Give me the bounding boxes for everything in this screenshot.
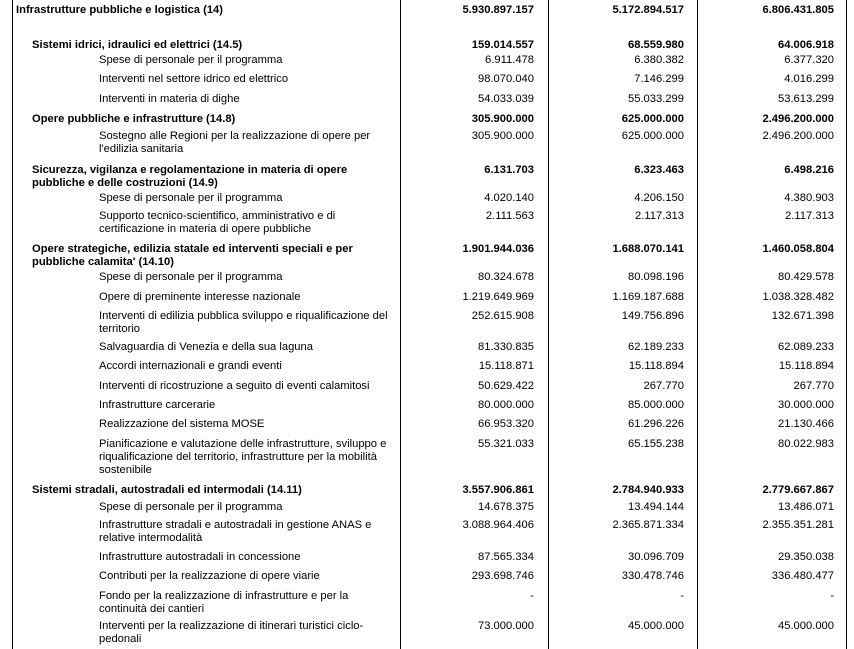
value-col-2: 65.155.238 (628, 438, 684, 450)
value-col-2: 330.478.746 (621, 570, 684, 582)
value-col-1: 305.900.000 (471, 113, 534, 125)
value-col-2: 85.000.000 (628, 399, 684, 411)
value-col-1: 305.900.000 (471, 130, 534, 142)
value-col-1: 1.901.944.036 (462, 243, 534, 255)
row-label: Interventi di ricostruzione a seguito di eventi calamitosi (99, 380, 370, 392)
row-label: Infrastrutture pubbliche e logistica (14) (16, 4, 224, 16)
value-col-2: 2.784.940.933 (612, 484, 684, 496)
value-col-2: 6.323.463 (634, 164, 684, 176)
value-col-3: 53.613.299 (778, 93, 834, 105)
row-label: Sostegno alle Regioni per la realizzazione di opere per l'edilizia sanitaria (99, 130, 371, 155)
value-col-3: 29.350.038 (778, 551, 834, 563)
value-col-3: 64.006.918 (778, 39, 834, 51)
value-col-3: 267.770 (793, 380, 834, 392)
value-col-3: 15.118.894 (778, 360, 834, 372)
value-col-2: 5.172.894.517 (612, 4, 684, 16)
value-col-2: 625.000.000 (621, 113, 684, 125)
value-col-3: 6.377.320 (784, 54, 834, 66)
row-label: Infrastrutture autostradali in concessione (99, 551, 301, 563)
value-col-1: 4.020.140 (484, 192, 534, 204)
value-col-3: 4.380.903 (784, 192, 834, 204)
value-col-3: 2.496.200.000 (762, 130, 834, 142)
value-col-1: 98.070.040 (478, 73, 534, 85)
value-col-3: 30.000.000 (778, 399, 834, 411)
column-divider (400, 0, 401, 649)
value-col-2: 68.559.980 (628, 39, 684, 51)
column-divider (697, 0, 698, 649)
value-col-1: 15.118.871 (478, 360, 534, 372)
value-col-3: 1.460.058.804 (762, 243, 834, 255)
value-col-1: 73.000.000 (478, 620, 534, 632)
row-label: Sicurezza, vigilanza e regolamentazione in materia di opere pubbliche e delle costruzioni (14.9) (32, 164, 348, 189)
value-col-3: 2.355.351.281 (762, 519, 834, 531)
value-col-3: 4.016.299 (784, 73, 834, 85)
row-label: Infrastrutture stradali e autostradali in gestione ANAS e relative intermodalità (99, 519, 372, 544)
value-col-2: 4.206.150 (634, 192, 684, 204)
value-col-2: 2.117.313 (635, 210, 684, 222)
value-col-2: 45.000.000 (628, 620, 684, 632)
row-label: Contributi per la realizzazione di opere viarie (99, 570, 320, 582)
value-col-1: 54.033.039 (478, 93, 534, 105)
value-col-1: 55.321.033 (478, 438, 534, 450)
value-col-1: 252.615.908 (471, 310, 534, 322)
column-divider (548, 0, 549, 649)
value-col-1: 87.565.334 (478, 551, 534, 563)
value-col-2: 6.380.382 (634, 54, 684, 66)
value-col-3: 2.117.313 (785, 210, 834, 222)
value-col-3: 336.480.477 (771, 570, 834, 582)
value-col-1: 6.131.703 (484, 164, 534, 176)
value-col-3: 21.130.466 (778, 418, 834, 430)
value-col-2: 1.688.070.141 (612, 243, 684, 255)
value-col-1: 66.953.320 (478, 418, 534, 430)
value-col-1: 50.629.422 (478, 380, 534, 392)
row-label: Spese di personale per il programma (99, 271, 283, 283)
row-label: Spese di personale per il programma (99, 501, 283, 513)
table-border-left (12, 0, 13, 649)
row-label: Salvaguardia di Venezia e della sua laguna (99, 341, 313, 353)
value-col-3: 45.000.000 (778, 620, 834, 632)
value-col-2: 62.189.233 (628, 341, 684, 353)
value-col-1: 1.219.649.969 (462, 291, 534, 303)
row-label: Interventi per la realizzazione di itinerari turistici ciclo-pedonali (99, 620, 364, 645)
value-col-2: 7.146.299 (634, 73, 684, 85)
value-col-1: 3.088.964.406 (462, 519, 534, 531)
value-col-1: 3.557.906.861 (462, 484, 534, 496)
value-col-3: 62.089.233 (778, 341, 834, 353)
row-label: Accordi internazionali e grandi eventi (99, 360, 282, 372)
value-col-2: 149.756.896 (621, 310, 684, 322)
value-col-3: 1.038.328.482 (762, 291, 834, 303)
row-label: Infrastrutture carcerarie (99, 399, 216, 411)
value-col-1: 293.698.746 (471, 570, 534, 582)
row-label: Interventi nel settore idrico ed elettrico (99, 73, 289, 85)
value-col-3: 2.496.200.000 (762, 113, 834, 125)
value-col-1: 2.111.563 (485, 210, 534, 222)
row-label: Supporto tecnico-scientifico, amministrativo e di certificazione in materia di opere pubbliche (99, 210, 336, 235)
value-col-1: 14.678.375 (478, 501, 534, 513)
row-label: Opere pubbliche e infrastrutture (14.8) (32, 113, 236, 125)
row-label: Realizzazione del sistema MOSE (99, 418, 265, 430)
value-col-1: 159.014.557 (471, 39, 534, 51)
row-label: Opere strategiche, edilizia statale ed interventi speciali e per pubbliche calamita' (14.10) (32, 243, 353, 268)
value-col-2: 55.033.299 (628, 93, 684, 105)
table-border-right (846, 0, 847, 649)
row-label: Spese di personale per il programma (99, 54, 283, 66)
value-col-1: 81.330.835 (478, 341, 534, 353)
row-label: Sistemi idrici, idraulici ed elettrici (14.5) (32, 39, 243, 51)
row-label: Spese di personale per il programma (99, 192, 283, 204)
value-col-2: 61.296.226 (628, 418, 684, 430)
value-col-3: 2.779.667.867 (762, 484, 834, 496)
row-label: Interventi di edilizia pubblica sviluppo e riqualificazione del territorio (99, 310, 388, 335)
value-col-2: 15.118.894 (628, 360, 684, 372)
value-col-1: 80.324.678 (478, 271, 534, 283)
value-col-2: - (680, 590, 684, 602)
row-label: Sistemi stradali, autostradali ed intermodali (14.11) (32, 484, 302, 496)
value-col-3: 6.498.216 (784, 164, 834, 176)
value-col-3: 6.806.431.805 (762, 4, 834, 16)
value-col-2: 13.494.144 (628, 501, 684, 513)
value-col-2: 30.096.709 (628, 551, 684, 563)
value-col-3: - (830, 590, 834, 602)
value-col-1: 5.930.897.157 (462, 4, 534, 16)
value-col-3: 13.486.071 (778, 501, 834, 513)
value-col-2: 1.169.187.688 (612, 291, 684, 303)
value-col-2: 2.365.871.334 (612, 519, 684, 531)
row-label: Interventi in materia di dighe (99, 93, 240, 105)
value-col-2: 80.098.196 (628, 271, 684, 283)
row-label: Opere di preminente interesse nazionale (99, 291, 301, 303)
value-col-1: 80.000.000 (478, 399, 534, 411)
row-label: Fondo per la realizzazione di infrastrutture e per la continuità dei cantieri (99, 590, 349, 615)
value-col-3: 80.022.983 (778, 438, 834, 450)
value-col-1: - (530, 590, 534, 602)
value-col-2: 625.000.000 (621, 130, 684, 142)
value-col-3: 80.429.578 (778, 271, 834, 283)
row-label: Pianificazione e valutazione delle infrastrutture, sviluppo e riqualificazione del territorio, infrastrutture per la mobilità sostenibile (99, 438, 387, 476)
value-col-1: 6.911.478 (485, 54, 534, 66)
value-col-2: 267.770 (643, 380, 684, 392)
value-col-3: 132.671.398 (771, 310, 834, 322)
